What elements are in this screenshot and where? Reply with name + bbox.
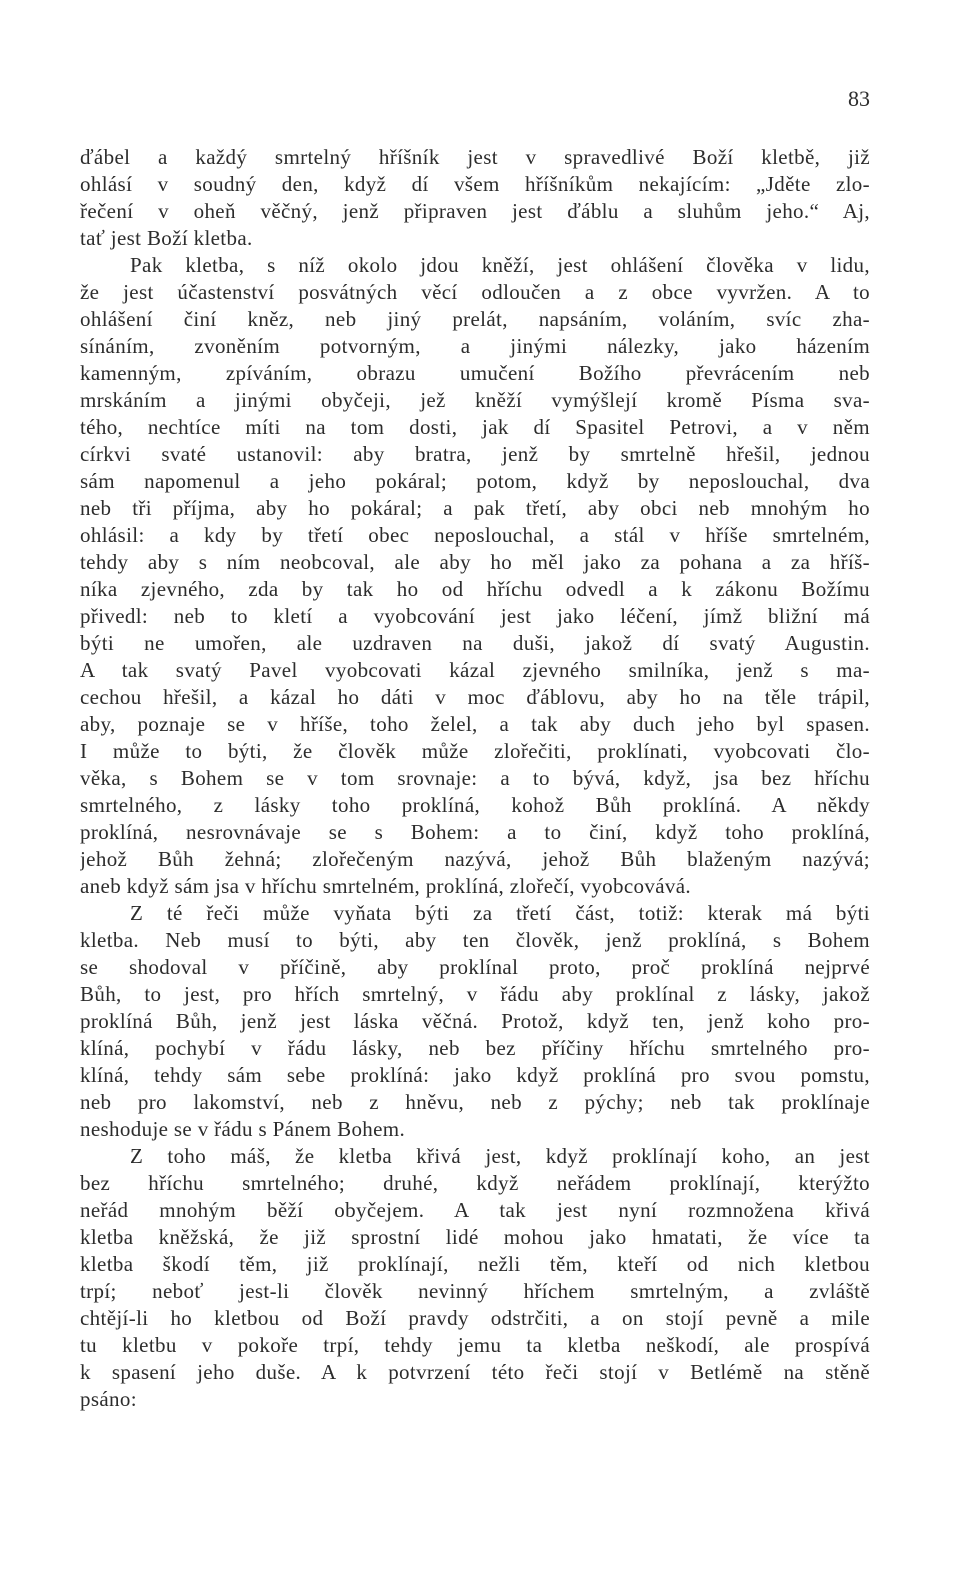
text-line: I může to býti, že člověk může zlořečiti, proklínati, vyobcovati člo- <box>80 739 870 763</box>
text-line: proklíná, nesrovnávaje se s Bohem: a to činí, když toho proklíná, <box>80 820 870 844</box>
text-line: Pak kletba, s níž okolo jdou kněží, jest ohlášení člověka v lidu, <box>130 253 870 277</box>
page-number: 83 <box>848 86 870 111</box>
text-line: Z toho máš, že kletba křivá jest, když proklínají koho, an jest <box>130 1144 870 1168</box>
text-line: věka, s Bohem se v tom srovnaje: a to bývá, když, jsa bez hříchu <box>80 766 870 790</box>
text-line: psáno: <box>80 1387 137 1411</box>
text-line: přivedl: neb to kletí a vyobcování jest jako léčení, jímž bližní má <box>80 604 870 628</box>
text-line: neb pro lakomství, neb z hněvu, neb z pýchy; neb tak proklínaje <box>80 1090 870 1114</box>
text-line: cechou hřešil, a kázal ho dáti v moc ďáblovu, aby ho na těle trápil, <box>80 685 870 709</box>
text-line: tého, nechtíce míti na tom dosti, jak dí Spasitel Petrovi, a v něm <box>80 415 870 439</box>
text-line: proklíná Bůh, jenž jest láska věčná. Protož, když ten, jenž koho pro- <box>80 1009 870 1033</box>
text-line: neřád mnohým běží obyčejem. A tak jest nyní rozmnožena křivá <box>80 1198 870 1222</box>
text-line: chtějí-li ho kletbou od Boží pravdy odstrčiti, a on stojí pevně a mile <box>80 1306 870 1330</box>
text-line: aneb když sám jsa v hříchu smrtelném, proklíná, zlořečí, vyobcovává. <box>80 874 692 898</box>
text-line: smrtelného, z lásky toho proklíná, kohož Bůh proklíná. A někdy <box>80 793 870 817</box>
text-line: ohlásil: a kdy by třetí obec neposlouchal, a stál v hříše smrtelném, <box>80 523 870 547</box>
text-line: sám napomenul a jeho pokáral; potom, když by neposlouchal, dva <box>80 469 870 493</box>
text-line: kletba škodí těm, již proklínají, nežli těm, kteří od nich kletbou <box>80 1252 870 1276</box>
text-line: ohlášení činí kněz, neb jiný prelát, napsáním, voláním, svíc zha- <box>80 307 870 331</box>
text-line: Z té řeči může vyňata býti za třetí část, totiž: kterak má býti <box>130 901 870 925</box>
text-line: býti ne umořen, ale uzdraven na duši, jakož dí svatý Augustin. <box>80 631 870 655</box>
text-line: mrskáním a jinými obyčeji, jež kněží vymýšlejí kromě Písma sva- <box>80 388 870 412</box>
text-line: neb tři příjma, aby ho pokáral; a pak třetí, aby obci neb mnohým ho <box>80 496 870 520</box>
text-line: kletba. Neb musí to býti, aby ten člověk, jenž proklíná, s Bohem <box>80 928 870 952</box>
text-line: bez hříchu smrtelného; druhé, když neřádem proklínají, kterýžto <box>80 1171 870 1195</box>
text-line: kamenným, zpíváním, obrazu umučení Božího převrácením neb <box>80 361 870 385</box>
text-line: aby, poznaje se v hříše, toho želel, a tak aby duch jeho byl spasen. <box>80 712 870 736</box>
text-line: tať jest Boží kletba. <box>80 226 253 250</box>
text-line: církvi svaté ustanovil: aby bratra, jenž by smrtelně hřešil, jednou <box>80 442 870 466</box>
text-line: A tak svatý Pavel vyobcovati kázal zjevného smilníka, jenž s ma- <box>80 658 870 682</box>
text-line: sínáním, zvoněním potvorným, a jinými nálezky, jako házením <box>80 334 870 358</box>
text-line: se shodoval v příčině, aby proklínal proto, proč proklíná nejprvé <box>80 955 870 979</box>
text-line: kletba kněžská, že již sprostní lidé mohou jako hmatati, že více ta <box>80 1225 870 1249</box>
text-line: jehož Bůh žehná; zlořečeným nazývá, jehož Bůh blaženým nazývá; <box>80 847 870 871</box>
text-line: ohlásí v soudný den, když dí všem hříšníkům nekajícím: „Jděte zlo- <box>80 172 870 196</box>
text-line: k spasení jeho duše. A k potvrzení této řeči stojí v Betlémě na stěně <box>80 1360 870 1384</box>
text-line: klíná, tehdy sám sebe proklíná: jako když proklíná pro svou pomstu, <box>80 1063 870 1087</box>
text-line: níka zjevného, zda by tak ho od hříchu odvedl a k zákonu Božímu <box>80 577 870 601</box>
text-line: klíná, pochybí v řádu lásky, neb bez příčiny hříchu smrtelného pro- <box>80 1036 870 1060</box>
text-line: neshoduje se v řádu s Pánem Bohem. <box>80 1117 406 1141</box>
text-line: tu kletbu v pokoře trpí, tehdy jemu ta kletba neškodí, ale prospívá <box>80 1333 870 1357</box>
text-line: řečení v oheň věčný, jenž připraven jest ďáblu a sluhům jeho.“ Aj, <box>80 199 870 223</box>
text-line: ďábel a každý smrtelný hříšník jest v spravedlivé Boží kletbě, již <box>80 145 870 169</box>
text-line: Bůh, to jest, pro hřích smrtelný, v řádu aby proklínal z lásky, jakož <box>80 982 870 1006</box>
text-line: tehdy aby s ním neobcoval, ale aby ho měl jako za pohana a za hříš- <box>80 550 870 574</box>
body-text <box>80 144 870 1413</box>
text-line: že jest účastenství posvátných věcí odloučen a z obce vyvržen. A to <box>80 280 870 304</box>
text-line: trpí; neboť jest-li člověk nevinný hříchem smrtelným, a zvláště <box>80 1279 870 1303</box>
